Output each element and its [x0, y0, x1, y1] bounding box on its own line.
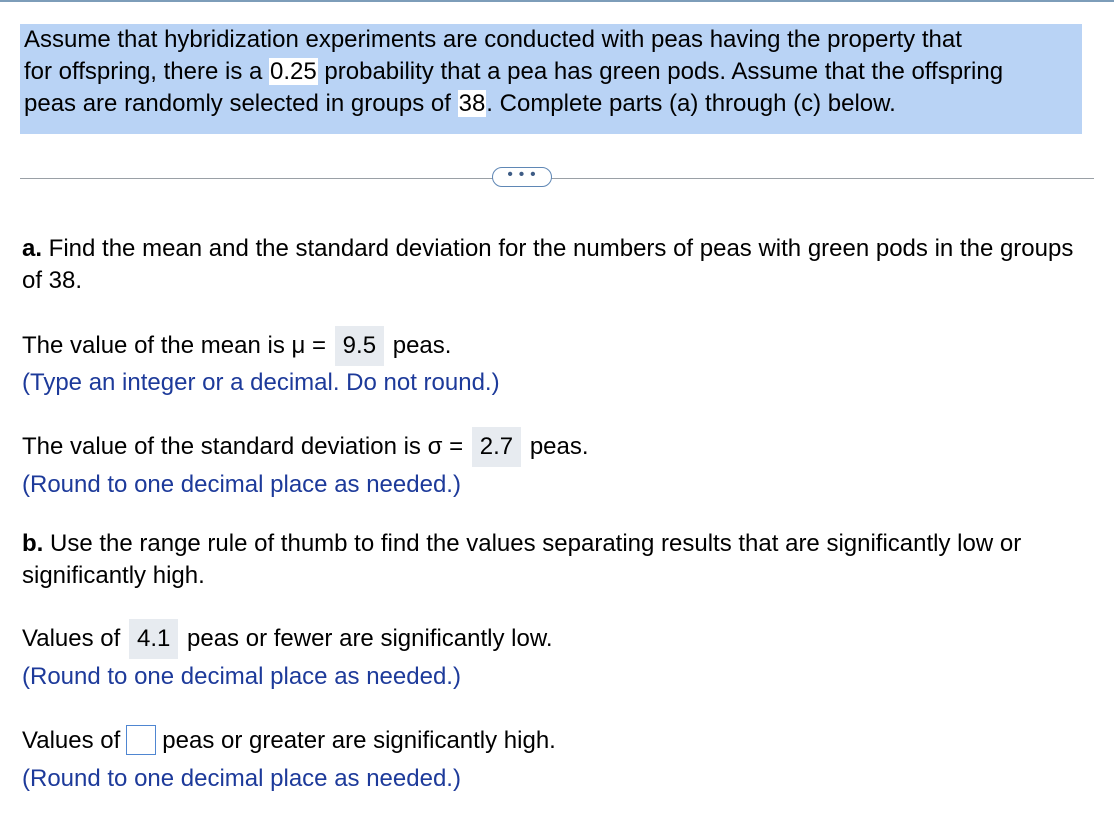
- part-b-label: b.: [22, 530, 44, 557]
- sd-unit: peas.: [529, 433, 589, 460]
- probability-value: 0.25: [270, 58, 317, 85]
- sd-hint: (Round to one decimal place as needed.): [22, 471, 461, 498]
- sd-label: The value of the standard deviation is σ =: [22, 433, 464, 460]
- problem-line-1: Assume that hybridization experiments are conducted with peas having the property that: [24, 26, 962, 53]
- high-label: Values of: [22, 727, 121, 754]
- part-a-label: a.: [22, 235, 43, 262]
- part-b-question: [22, 528, 1092, 592]
- part-a-question: [22, 233, 1092, 297]
- high-unit-text: peas or greater are significantly high.: [162, 727, 556, 754]
- mean-unit: peas.: [392, 332, 452, 359]
- part-a-question-text: Find the mean and the standard deviation for the numbers of peas with green pods in the groups of 38.: [22, 235, 1074, 294]
- mean-answer-line: [22, 326, 451, 366]
- low-hint: (Round to one decimal place as needed.): [22, 663, 461, 690]
- group-size-value: 38: [458, 90, 486, 117]
- high-answer-line: [22, 725, 556, 757]
- low-answer-box[interactable]: 4.1: [129, 619, 178, 659]
- high-hint: (Round to one decimal place as needed.): [22, 765, 461, 792]
- low-unit-text: peas or fewer are significantly low.: [187, 625, 553, 652]
- part-b-question-text: Use the range rule of thumb to find the values separating results that are significantly low or significantly high.: [22, 530, 1022, 589]
- low-answer-line: [22, 619, 553, 659]
- problem-line-3-start: peas are randomly selected in groups of: [24, 90, 458, 117]
- problem-line-3-end: . Complete parts (a) through (c) below.: [486, 90, 896, 117]
- top-rule: [0, 0, 1114, 2]
- sd-answer-line: [22, 427, 589, 467]
- section-divider: [20, 178, 1094, 179]
- high-answer-input[interactable]: [126, 725, 156, 755]
- mean-hint: (Type an integer or a decimal. Do not round.): [22, 369, 500, 396]
- problem-statement: [24, 24, 1084, 120]
- problem-line-2-end: probability that a pea has green pods. Assume that the offspring: [317, 58, 1004, 85]
- low-label: Values of: [22, 625, 121, 652]
- problem-line-2-start: for offspring, there is a: [24, 58, 270, 85]
- mean-answer-box[interactable]: 9.5: [335, 326, 384, 366]
- sd-answer-box[interactable]: 2.7: [472, 427, 521, 467]
- expand-more-button[interactable]: • • •: [492, 167, 552, 187]
- mean-label: The value of the mean is μ =: [22, 332, 326, 359]
